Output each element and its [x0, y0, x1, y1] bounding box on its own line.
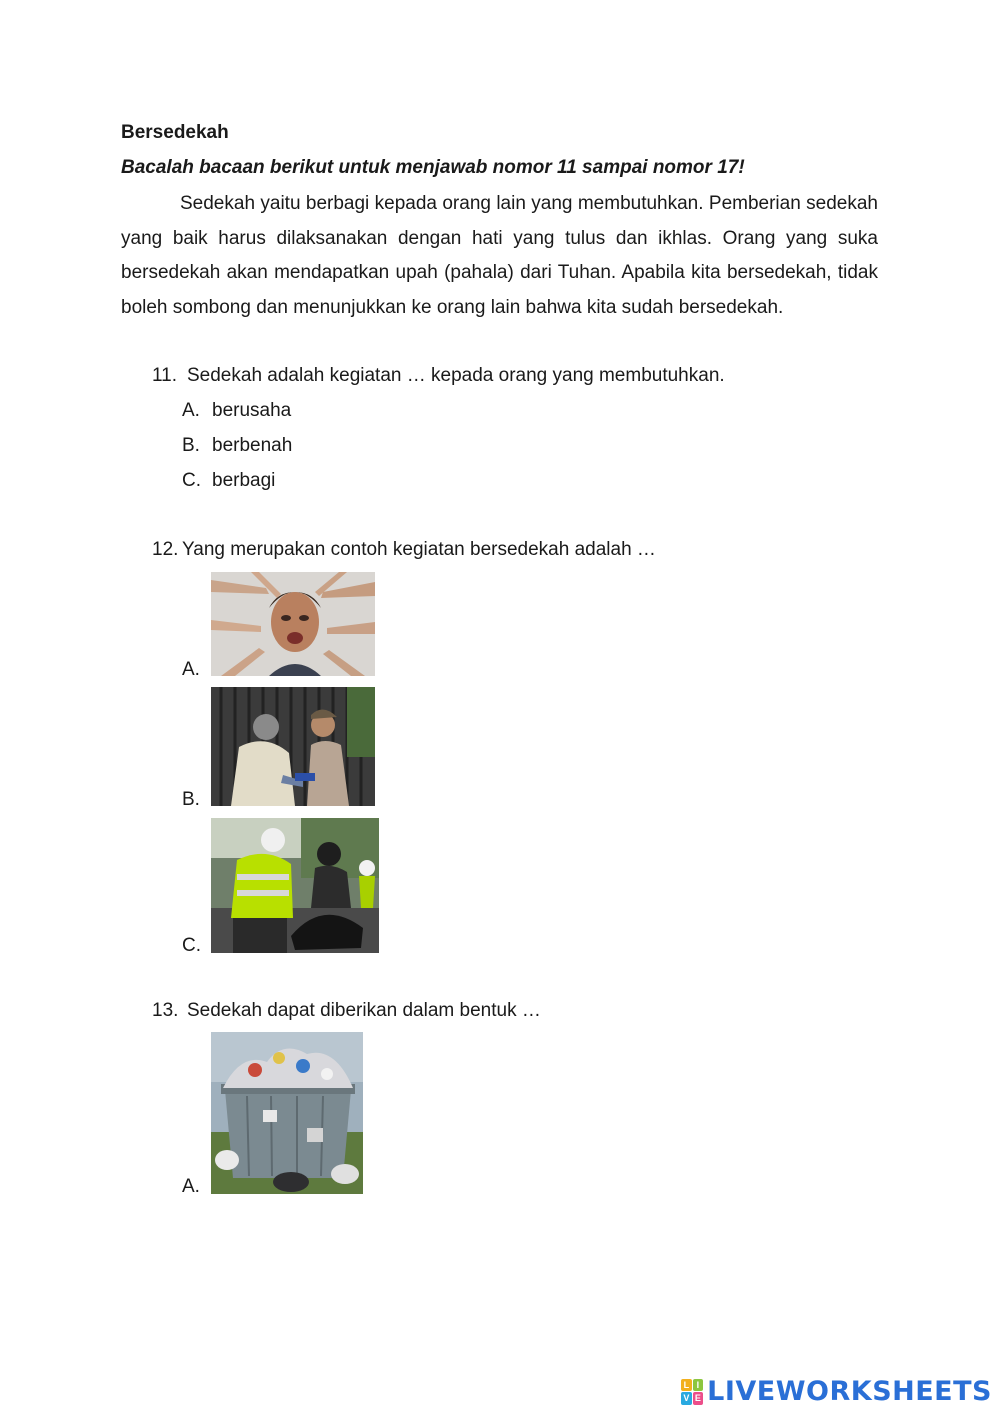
liveworksheets-wordmark: LIVEWORKSHEETS — [707, 1376, 992, 1407]
q11-option-c-letter: C. — [182, 470, 201, 491]
q11-option-a-text[interactable]: berusaha — [212, 400, 292, 421]
question-12-text: Yang merupakan contoh kegiatan bersedekah adalah … — [182, 539, 656, 560]
liveworksheets-logo — [681, 1376, 992, 1407]
question-13-number: 13. — [152, 1000, 179, 1021]
question-13-text: Sedekah dapat diberikan dalam bentuk … — [187, 1000, 541, 1021]
question-11-text: Sedekah adalah kegiatan … kepada orang yang membutuhkan. — [187, 365, 725, 386]
q11-option-c-text[interactable]: berbagi — [212, 470, 276, 491]
crying-child-photo[interactable] — [211, 572, 375, 676]
reading-passage: Sedekah yaitu berbagi kepada orang lain yang membutuhkan. Pemberian sedekah yang baik harus dilaksanakan dengan hati yang tulus dan ikhlas. Orang yang suka bersedekah akan mendapatkan upah (pahala) dari Tuhan. Apabila kita bersedekah, tidak boleh sombong dan menunjukkan ke orang lain bahwa kita sudah bersedekah. — [121, 193, 878, 318]
document-title: Bersedekah — [121, 122, 229, 143]
police-motorcyclist-photo[interactable] — [211, 818, 379, 953]
q12-option-a-letter: A. — [182, 659, 200, 680]
q11-option-b-letter: B. — [182, 435, 200, 456]
q11-option-a-letter: A. — [182, 400, 200, 421]
q12-option-b-letter: B. — [182, 789, 200, 810]
question-11-number: 11. — [152, 365, 178, 386]
liveworksheets-badge-icon: L I V E — [681, 1379, 703, 1405]
trash-bin-photo[interactable] — [211, 1032, 363, 1194]
giving-food-photo[interactable] — [211, 687, 375, 806]
question-12-number: 12. — [152, 539, 179, 560]
instruction-text: Bacalah bacaan berikut untuk menjawab nomor 11 sampai nomor 17! — [121, 157, 745, 178]
q11-option-b-text[interactable]: berbenah — [212, 435, 293, 456]
q12-option-c-letter: C. — [182, 935, 201, 956]
q13-option-a-letter: A. — [182, 1176, 200, 1197]
